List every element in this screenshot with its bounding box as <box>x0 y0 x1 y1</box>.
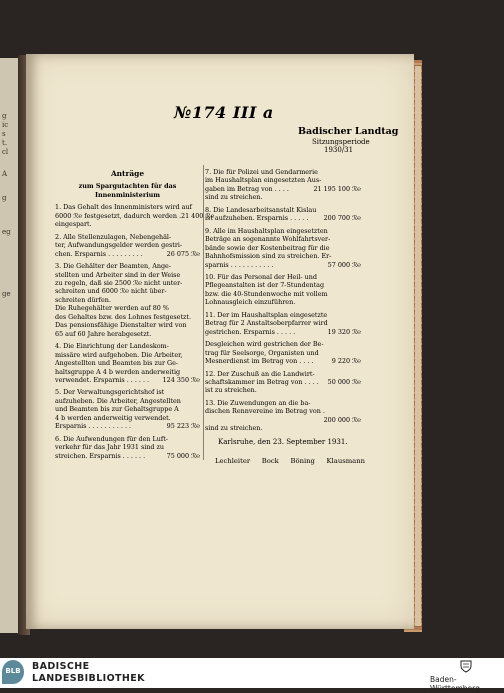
amount-value: 21 195 100 ℛ℮ <box>313 184 361 193</box>
paragraph-line: 5. Der Verwaltungsgerichtshof ist <box>55 388 165 397</box>
fragment-text: A <box>2 170 8 178</box>
paragraph <box>205 370 361 399</box>
paragraph-line: 13. Die Zuwendungen an die ba- <box>205 398 311 407</box>
date-line: Karlsruhe, den 23. September 1931. <box>218 438 348 446</box>
paragraph-line: aufzuheben. Die Arbeiter, Angestellten <box>55 396 181 405</box>
amount-line <box>205 378 361 386</box>
amount-line <box>55 250 200 258</box>
document-number: №174 III a <box>174 103 274 122</box>
paragraph <box>55 388 200 434</box>
paragraph-line: 4 b werden anderweitig verwendet. <box>55 413 171 422</box>
paragraph-line: 12. Der Zuschuß an die Landwirt- <box>205 369 315 378</box>
paragraph-line: und Beamten bis zur Gehaltsgruppe A <box>55 405 179 414</box>
page-edge-highlight <box>415 66 421 626</box>
amount-line <box>205 416 361 424</box>
fragment-text: t. <box>2 139 8 147</box>
region-name: Baden-Württemberg <box>430 675 480 693</box>
fragment-text: ic <box>2 121 9 129</box>
paragraph-line: bände sowie der Kostenbeitrag für die <box>205 243 330 252</box>
paragraph-line: eingespart. <box>55 220 92 229</box>
amount-label: 6000 ℛ℮ festgesetzt, dadurch werden . <box>55 211 182 220</box>
fragment-text: s <box>2 130 6 138</box>
amount-value: 75 000 ℛ℮ <box>166 451 200 460</box>
signature-name: Klausmann <box>326 457 365 465</box>
crest-icon <box>459 659 473 673</box>
amount-label: sparnis . . . . . . . . . . . <box>205 260 274 269</box>
paragraph-line: bzw. die 40-Stundenwoche mit vollem <box>205 289 328 298</box>
amount-label: gestrichen. Ersparnis . . . . . <box>205 327 296 336</box>
paragraph-line: zu regeln, daß sie 2500 ℛ℮ nicht unter- <box>55 278 183 287</box>
left-column <box>55 169 215 464</box>
paragraph-line: trag für Seelsorge, Organisten und <box>205 348 319 357</box>
right-column <box>205 168 361 437</box>
signature-name: Böning <box>290 457 315 465</box>
amount-line <box>55 422 200 430</box>
fragment-text: eg <box>2 228 11 236</box>
paragraph-line: stellten und Arbeiter sind in der Weise <box>55 270 181 279</box>
amount-label: Ersparnis . . . . . . . . . . . <box>55 422 132 431</box>
signature-name: Lechleiter <box>215 457 251 465</box>
paragraph-line: ist zu streichen. <box>205 386 257 395</box>
org-session: Sitzungsperiode <box>312 138 370 146</box>
amount-value: 95 223 ℛ℮ <box>166 422 200 431</box>
amount-value: 21 400 ℛ℮ <box>181 211 215 220</box>
amount-label: Mesnerdienst im Betrag von . . . . <box>205 357 314 366</box>
amount-value: 19 320 ℛ℮ <box>327 327 361 336</box>
paragraph-line: Pflegeanstalten ist der 7-Stundentag <box>205 281 325 290</box>
footer-bar <box>0 658 504 693</box>
amount-value: 200 700 ℛ℮ <box>323 214 361 223</box>
paragraph-line: schreiten und 6000 ℛ℮ nicht über- <box>55 287 167 296</box>
paragraph-line: schreiten dürfen. <box>55 295 111 304</box>
section-subheading: zum Spargutachten für das <box>78 182 177 191</box>
amount-label: gaben im Betrag von . . . . <box>205 184 289 193</box>
amount-line <box>205 214 361 222</box>
paragraph-line: Lohnausgleich einzuführen. <box>205 298 296 307</box>
paragraph-line: 6. Die Aufwendungen für den Luft- <box>55 434 168 443</box>
amount-label: chen. Ersparnis . . . . . . . . . <box>55 249 143 258</box>
amount-value: 124 350 ℛ℮ <box>162 375 200 384</box>
amount-line <box>55 376 200 384</box>
paragraph-line: ter, Aufwandungsgelder werden gestri- <box>55 241 183 250</box>
amount-value: 50 000 ℛ℮ <box>327 377 361 386</box>
paragraph <box>205 340 361 369</box>
paragraph-line: 2. Alle Stellenzulagen, Nebengehäl- <box>55 232 172 241</box>
paragraph-line: Desgleichen wird gestrichen der Be- <box>205 340 324 349</box>
fragment-text: cl <box>2 148 9 156</box>
paragraph <box>205 273 361 311</box>
paragraph <box>205 399 361 437</box>
paragraph-line: sind zu streichen. <box>205 193 263 202</box>
org-period: 1930/31 <box>324 146 354 154</box>
fragment-text: ge <box>2 290 11 298</box>
paragraph-line: 65 auf 60 Jahre herabgesetzt. <box>55 329 152 338</box>
paragraph <box>55 262 200 342</box>
section-subheading: Innenministerium <box>94 190 161 199</box>
paragraph-line: 9. Alle im Haushaltsplan eingesetzten <box>205 226 328 235</box>
paragraph-line: im Haushaltsplan eingesetzten Aus- <box>205 176 322 185</box>
paragraph <box>205 168 361 206</box>
paragraph <box>205 206 361 227</box>
paragraph-line: Betrag für 2 Anstaltsoberpfarrer wird <box>205 319 328 328</box>
amount-label: streichen. Ersparnis . . . . . . <box>55 451 146 460</box>
paragraph <box>55 233 200 262</box>
paragraph-line: 4. Die Einrichtung der Landeskom- <box>55 342 169 351</box>
paragraph-line: Bahnhofsmission sind zu streichen. Er- <box>205 252 332 261</box>
paragraph-line: 7. Die für Polizei und Gendarmerie <box>205 168 318 176</box>
amount-line <box>55 211 215 220</box>
amount-label: verwendet. Ersparnis . . . . . . <box>55 375 150 384</box>
library-name-line1: BADISCHE <box>32 661 90 672</box>
paragraph-line: 11. Der im Haushaltsplan eingesetzte <box>205 310 328 319</box>
paragraph <box>205 227 361 273</box>
paragraph <box>205 311 361 340</box>
signatures <box>215 457 365 465</box>
paragraph-line: Angestellten und Beamten bis zur Ge- <box>55 359 179 368</box>
left-paragraphs <box>55 203 215 464</box>
paragraph-line: Das pensionsfähige Dienstalter wird von <box>55 321 187 330</box>
library-name-line2: LANDESBIBLIOTHEK <box>32 673 145 684</box>
paragraph <box>55 203 215 232</box>
paragraph <box>55 435 200 464</box>
right-paragraphs <box>205 168 361 437</box>
amount-line <box>205 328 361 336</box>
paragraph-line: Beträge an sogenannte Wohlfahrtsver- <box>205 235 331 244</box>
amount-value: 26 075 ℛ℮ <box>166 249 200 258</box>
amount-line <box>55 452 200 460</box>
blb-logo-text: BLB <box>5 667 21 675</box>
amount-line <box>205 185 361 193</box>
org-title: Badischer Landtag <box>298 126 399 137</box>
amount-value: 57 000 ℛ℮ <box>327 260 361 269</box>
paragraph-line: verkehr für das Jahr 1931 sind zu <box>55 443 164 452</box>
signature-name: Bock <box>261 457 279 465</box>
paragraph-line: sind zu streichen. <box>205 424 263 433</box>
amount-label: ist aufzuheben. Ersparnis . . . . . <box>205 214 309 223</box>
paragraph-line: 8. Die Landesarbeitsanstalt Kislau <box>205 205 317 214</box>
amount-line <box>205 261 361 269</box>
paragraph-line: des Gehaltes bzw. des Lohnes festgesetzt. <box>55 312 191 321</box>
column-divider <box>203 165 204 460</box>
section-heading: Anträge <box>110 169 145 178</box>
amount-value: 9 220 ℛ℮ <box>331 357 361 366</box>
paragraph-line: dischen Rennvereine im Betrag von . <box>205 407 325 416</box>
paragraph <box>55 342 200 388</box>
amount-line <box>205 357 361 365</box>
paragraph-line: 3. Die Gehälter der Beamten, Ange- <box>55 262 172 271</box>
amount-value: 200 000 ℛ℮ <box>323 415 361 424</box>
paragraph-line: 10. Für das Personal der Heil- und <box>205 272 317 281</box>
paragraph-line: missäre wird aufgehoben. Die Arbeiter, <box>55 350 183 359</box>
paragraph-line: Die Ruhegehälter werden auf 80 % <box>55 304 169 313</box>
paragraph-line: 1. Das Gehalt des Innenministers wird auf <box>55 203 192 212</box>
fragment-text: g <box>2 194 7 202</box>
fragment-text: g <box>2 112 7 120</box>
adjacent-page-fragment <box>0 58 20 633</box>
amount-label: schaftskammer im Betrag von . . . . <box>205 377 319 386</box>
paragraph-line: haltsgruppe A 4 b werden anderweitig <box>55 367 181 376</box>
